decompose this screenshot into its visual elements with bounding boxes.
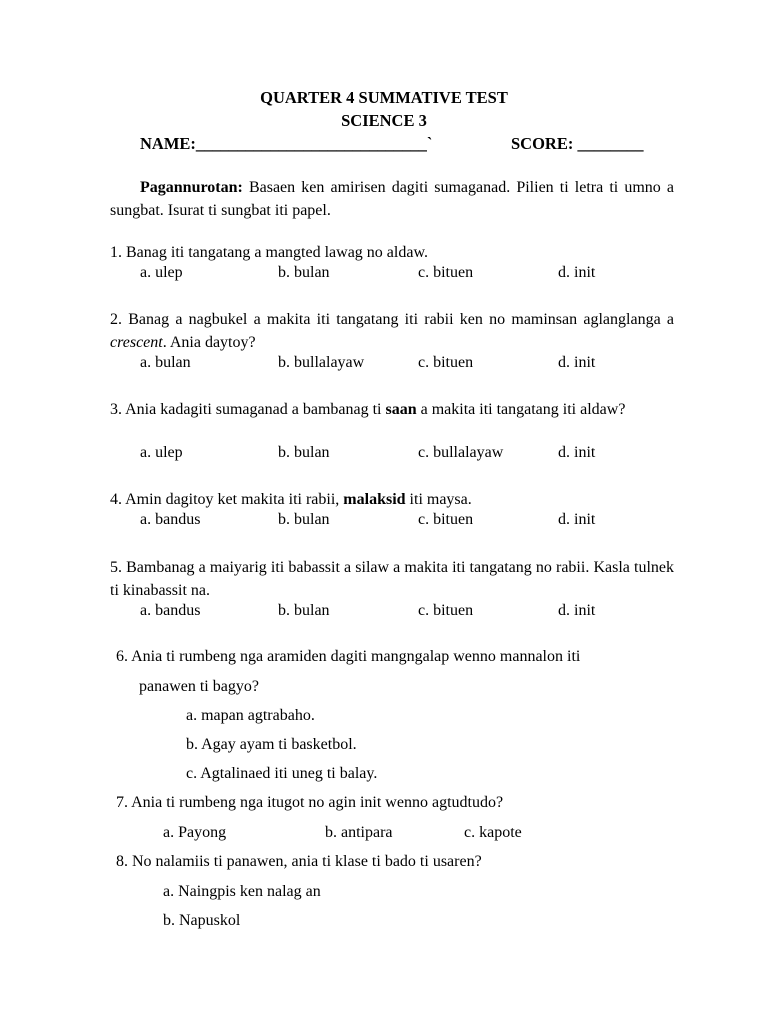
question-5: 5. Bambanag a maiyarig iti babassit a silaw a makita iti tangatang no rabii. Kasla tulnek ti kinabassit na. <box>110 559 674 599</box>
question-2-choices <box>110 354 674 376</box>
choice-b: b. bulan <box>278 444 330 461</box>
test-title: QUARTER 4 SUMMATIVE TEST <box>260 88 508 107</box>
choice-d: d. init <box>558 264 596 281</box>
choice-b: b. Agay ayam ti basketbol. <box>186 736 357 753</box>
choice-c: c. bituen <box>418 264 474 281</box>
question-5-choices <box>110 602 674 624</box>
choice-d: d. init <box>558 444 596 461</box>
choice-d: d. init <box>558 602 596 619</box>
choice-c: c. bullalayaw <box>418 444 504 461</box>
choice-b: b. bulan <box>278 602 330 619</box>
choice-b: b. antipara <box>325 824 393 841</box>
choice-b: b. Napuskol <box>163 912 241 929</box>
question-2 <box>110 308 674 354</box>
choice-a: a. bandus <box>140 511 201 528</box>
choice-c: c. bituen <box>418 511 474 528</box>
question-3-choices <box>110 444 674 466</box>
question-3-text-end: a makita iti tangatang iti aldaw? <box>416 401 626 418</box>
choice-a: a. Payong <box>163 824 227 841</box>
question-7: 7. Ania ti rumbeng nga itugot no agin init wenno agtudtudo? <box>116 794 504 811</box>
choice-b: b. bulan <box>278 264 330 281</box>
score-field-label: SCORE: ________ <box>511 134 644 153</box>
question-3-bold: saan <box>385 401 417 418</box>
choice-c: c. bituen <box>418 602 474 619</box>
choice-c: c. kapote <box>464 824 522 841</box>
instructions-label: Pagannurotan: <box>140 179 243 196</box>
choice-b: b. bullalayaw <box>278 354 365 371</box>
question-8: 8. No nalamiis ti panawen, ania ti klase ti bado ti usaren? <box>116 853 482 870</box>
choice-c: c. Agtalinaed iti uneg ti balay. <box>186 765 378 782</box>
question-2-text: 2. Banag a nagbukel a makita iti tangatang iti rabii ken no maminsan aglanglanga a <box>110 311 674 328</box>
question-4-text-end: iti maysa. <box>405 491 472 508</box>
question-2-italic: crescent <box>110 334 163 351</box>
subject-title: SCIENCE 3 <box>341 111 427 130</box>
choice-a: a. bulan <box>140 354 191 371</box>
question-4-bold: malaksid <box>343 491 406 508</box>
question-3-text: 3. Ania kadagiti sumaganad a bambanag ti <box>110 401 386 418</box>
choice-c: c. bituen <box>418 354 474 371</box>
choice-d: d. init <box>558 511 596 528</box>
choice-a: a. ulep <box>140 444 183 461</box>
choice-b: b. bulan <box>278 511 330 528</box>
question-4 <box>110 488 674 511</box>
choice-a: a. ulep <box>140 264 183 281</box>
name-field-label: NAME:____________________________` <box>140 134 433 153</box>
question-4-text: 4. Amin dagitoy ket makita iti rabii, <box>110 491 344 508</box>
question-3 <box>110 398 674 421</box>
instructions <box>110 176 674 222</box>
choice-a: a. bandus <box>140 602 201 619</box>
question-4-choices <box>110 511 674 533</box>
question-6: 6. Ania ti rumbeng nga aramiden dagiti mangngalap wenno mannalon iti <box>116 648 581 665</box>
choice-a: a. Naingpis ken nalag an <box>163 883 321 900</box>
choice-a: a. mapan agtrabaho. <box>186 707 315 724</box>
choice-d: d. init <box>558 354 596 371</box>
question-1-choices <box>110 264 674 286</box>
instructions-text: Basaen ken amirisen dagiti sumaganad. Pilien ti letra ti umno a sungbat. Isurat ti sungbat iti papel. <box>110 179 674 219</box>
question-2-text-end: . Ania daytoy? <box>162 334 256 351</box>
question-6-continued: panawen ti bagyo? <box>139 678 259 695</box>
question-1: 1. Banag iti tangatang a mangted lawag no aldaw. <box>110 244 428 261</box>
